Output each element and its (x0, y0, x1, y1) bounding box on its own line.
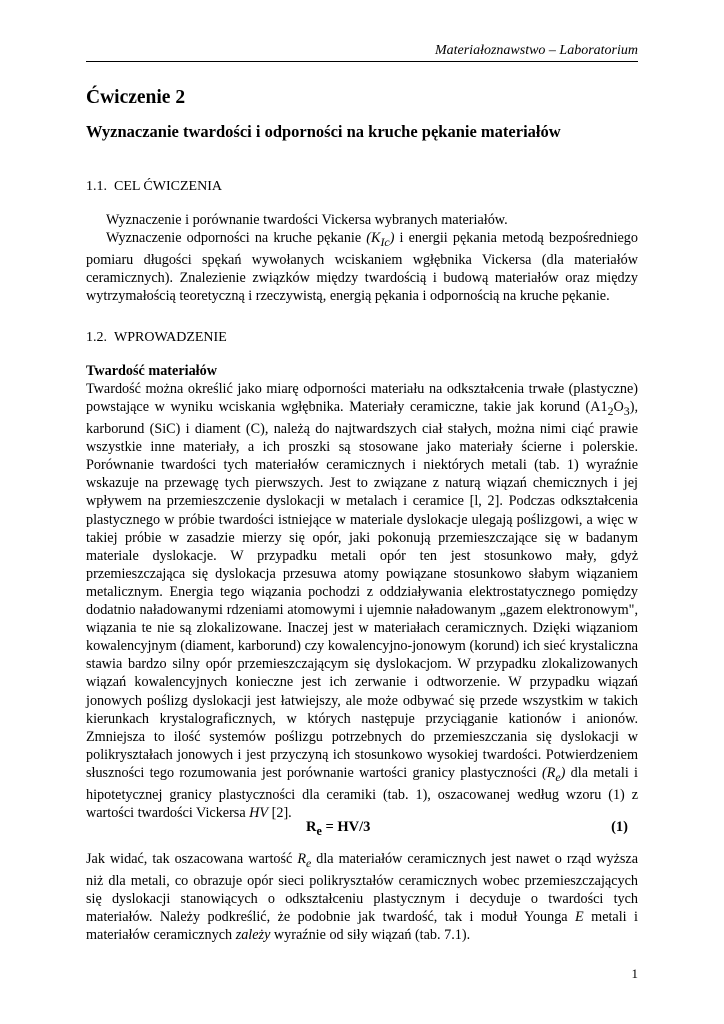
conclusion-text-d: wyraźnie od siły wiązań (tab. 7.1). (270, 927, 471, 944)
section-number: 1.2. (86, 330, 107, 345)
e-symbol: E (575, 909, 584, 926)
intro-text-d: [2]. (268, 804, 292, 821)
goal-text-2a: Wyznaczenie odporności na kruche pękanie (106, 230, 367, 246)
goal-paragraph-1 (86, 211, 638, 229)
kic-symbol: $(K_{Ic})$ (366, 230, 395, 249)
re-symbol: $(R_e)$ (542, 764, 566, 784)
section-heading-intro (86, 329, 227, 347)
equation-formula: $R_e = HV/3$ (306, 819, 371, 838)
subscript-2: 2 (607, 404, 614, 419)
oxygen-symbol: O (613, 399, 624, 416)
section-title: CEL ĆWICZENIA (114, 179, 222, 194)
chapter-title: Ćwiczenie 2 (86, 87, 186, 108)
intro-text-a: Twardość można określić jako miarę odporności materiału na odkształcenia trwałe (plastyczne) powstające w wyniku wciskania wgłębnika. Materiały ceramiczne, takie jak korund (A1 (86, 381, 638, 416)
emphasis-zalezy: zależy (235, 927, 271, 944)
goal-text-2b: i energii pękania metodą bezpośredniego pomiaru długości spękań wywołanych wciskaniem wgłębnika Vickersa (dla materiałów ceramicznych). Znalezienie związków między twardością i budową materiałów oraz między wytrzymałością teoretyczną i rzeczywistą, energią pękania i odpornością na kruche pękanie. (86, 230, 638, 305)
goal-paragraph-2 (86, 229, 638, 305)
section-number: 1.1. (86, 179, 107, 194)
running-header: Materiałoznawstwo – Laboratorium (434, 43, 638, 58)
intro-text-c: dla metali i hipotetycznej granicy plastyczności dla ceramiki (tab. 1), oszacowanej według wzoru (1) z wartości twardości Vickersa (86, 764, 638, 821)
equation-number: (1) (611, 819, 628, 835)
subscript-3: 3 (623, 404, 630, 419)
document-subtitle: Wyznaczanie twardości i odporności na kruche pękanie materiałów (86, 122, 561, 141)
hv-symbol: HV (249, 804, 269, 821)
conclusion-text-b: dla materiałów ceramicznych jest nawet o rząd wyższa niż dla metali, co obrazuje opór sieci polikryształów ceramicznych wobec przemieszczających się dyslokacji stanowiących o odkształceniu plastycznym i decyduje o twardości tych materiałów. Należy podkreślić, że podobnie jak twardość, tak i moduł Younga (86, 851, 638, 926)
page-number: 1 (631, 966, 638, 981)
re-symbol-2: $R_e$ (297, 851, 312, 870)
goal-text-1: Wyznaczenie i porównanie twardości Vickersa wybranych materiałów. (106, 212, 508, 228)
section-title: WPROWADZENIE (114, 330, 227, 345)
conclusion-text-c: metali i materiałów ceramicznych (86, 909, 638, 944)
intro-body (86, 362, 638, 822)
conclusion-paragraph (86, 850, 638, 944)
conclusion-text-a: Jak widać, tak oszacowana wartość (86, 851, 298, 867)
header-rule (86, 61, 638, 62)
subsection-heading: Twardość materiałów (86, 363, 217, 379)
section-heading-goal (86, 178, 222, 196)
intro-text-b: ), karborund (SiC) i diament (C), należą do najtwardszych ciał stałych, można nimi ciąć prawie wszystkie inne materiały, a ich proszki są stosowane jako materiały ścierne i polerskie. Porównanie twardości tych materiałów ceramicznych i niektórych metali (tab. 1) wyraźnie wskazuje na przewagę tych pierwszych. Jest to związane z naturą wiązań chemicznych i jej wpływem na przemieszczenie dyslokacji w metalach i ceramice [l, 2]. Podczas odkształcenia plastycznego w próbie twardości istniejące w materiale dyslokacje ulegają poślizgowi, a więc w takiej próbie w zasadzie mierzy się opór, jaki pokonują przemieszczające się w badanym materiale dyslokacje. W przypadku metali opór ten jest stosunkowo mały, gdyż przemieszczająca się dyslokacja przesuwa atomy powiązane stosunkowo słabym wiązaniem metalicznym. Energia tego wiązania pochodzi z oddziaływania elektrostatycznego pomiędzy dodatnio naładowanymi rdzeniami atomowymi i ujemnie naładowanym „gazem elektronowym", wiązania te nie są zlokalizowane. Inaczej jest w materiałach ceramicznych. Dzięki wiązaniom kowalencyjnym (diament, karborund) czy kowalencyjno-jonowym (korund) ich sieć krystaliczna stawia bardzo silny opór przemieszczającym się dyslokacjom. W przypadku zlokalizowanych wiązań kowalencyjnych konieczne jest ich zerwanie i odtworzenie. W przypadku wiązań jonowych poślizg dyslokacji jest łatwiejszy, ale może odbywać się przede wszystkim w takich kierunkach krystalograficznych, w których następuje przyciąganie kationów i anionów. Zmniejsza to ilość systemów poślizgu potrzebnych do przemieszczania się dyslokacji w polikryształach jonowych i jest przyczyną ich stosunkowo wysokiej twardości. Potwierdzeniem słuszności tego rozumowania jest porównanie wartości granicy plastyczności (86, 399, 638, 781)
